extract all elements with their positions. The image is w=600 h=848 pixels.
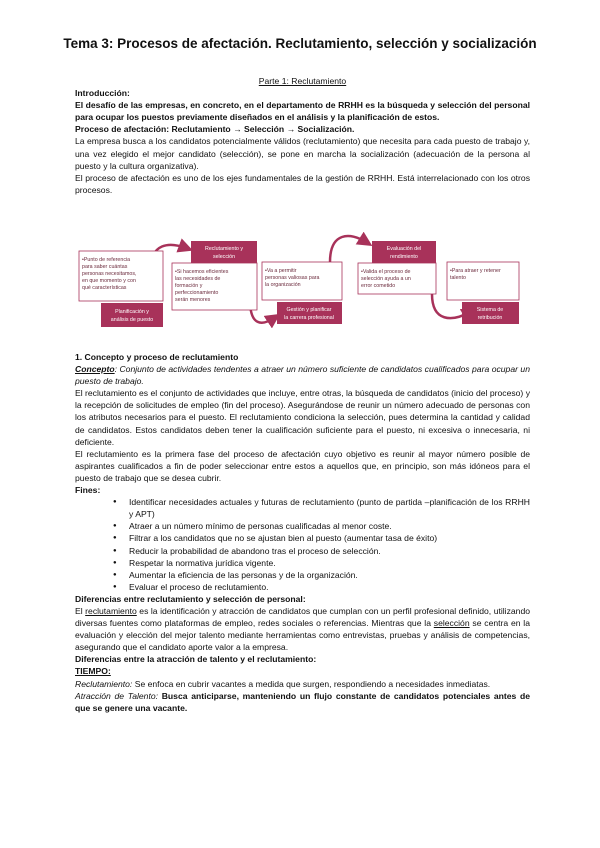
- box4-label-line: rendimiento: [390, 254, 418, 260]
- document-title: Tema 3: Procesos de afectación. Reclutamiento, selección y socialización: [63, 36, 537, 51]
- box3-text-line: la organización: [265, 282, 301, 288]
- section-1-paragraph-1: El reclutamiento es el conjunto de actividades que incluye, entre otras, la búsqueda de candidatos (inicio del proceso) y la recepción de solicitudes de empleo (fin del proceso). Asegurándose de reunir un número adecuado de personas con los atributos necesarios para el puesto. El reclutamiento condiciona la selección, pues determina la cantidad y calidad de candidatos. Estos candidatos deben tener la cualificación suficiente para el puesto, ni excesiva o innecesaria, ni deficiente.: [75, 388, 530, 447]
- rec-text: Se enfoca en cubrir vacantes a medida que surgen, respondiendo a necesidades inmediatas.: [132, 678, 491, 689]
- box4-text-line: error cometido: [361, 283, 396, 289]
- fines-list: [75, 496, 530, 593]
- diagram-box-evaluacion: [358, 241, 436, 294]
- section-1-heading: 1. Concepto y proceso de reclutamiento: [75, 352, 239, 362]
- concept-label: Concepto: [75, 364, 115, 375]
- diff-paragraph: [75, 605, 530, 653]
- part-1-heading: Parte 1: Reclutamiento: [258, 76, 347, 86]
- connector-arrow-3: [330, 236, 366, 262]
- diff-text-b: es la identificación y atracción de candidatos que cumplan con un perfil profesional definido, utilizando diversas fuentes como plataformas de empleo, redes sociales o referencias. Mientras que la: [75, 605, 531, 629]
- box1-text-line: •Punto de referencia: [82, 257, 131, 263]
- box1-text-line: en que momento y con: [82, 278, 136, 284]
- attr-heading: Diferencias entre la atracción de talento y el reclutamiento:: [75, 654, 317, 665]
- tiempo-heading: TIEMPO:: [75, 666, 111, 677]
- intro-paragraph-3: El proceso de afectación es uno de los ejes fundamentales de la gestión de RRHH. Está interrelacionado con los otros procesos.: [75, 172, 530, 195]
- box2-text-line: las necesidades de: [175, 276, 221, 282]
- diagram-box-reclutamiento: [172, 241, 257, 310]
- atr-text: Busca anticiparse, manteniendo un flujo constante de candidatos potenciales antes de que se genere una vacante.: [75, 690, 531, 713]
- box1-label-line: análisis de puesto: [110, 317, 154, 323]
- concept-text: : Conjunto de actividades tendentes a atraer un número suficiente de candidatos cualificados para ocupar un puesto de trabajo.: [75, 364, 530, 387]
- list-item: ● Respetar la normativa jurídica vigente.: [113, 557, 530, 569]
- list-item: ● Atraer a un número mínimo de personas cualificadas al menor coste.: [113, 520, 530, 532]
- diff-text-c: se centra en la evaluación y elección del mejor talento mediante herramientas como entrevistas, pruebas y análisis de competencias, asegurando que el candidato aporte valor a la empresa.: [75, 618, 530, 653]
- box3-text-line: •Va a permitir: [265, 268, 297, 274]
- box5-text-line: talento: [450, 275, 466, 281]
- box3-label-line: la carrera profesional: [284, 315, 334, 321]
- diff-text-a: El: [75, 605, 86, 616]
- box2-label-line: selección: [212, 254, 236, 260]
- box4-text-line: •Valida el proceso de: [361, 269, 411, 275]
- fines-heading: Fines:: [75, 485, 101, 496]
- box2-text-line: serán menores: [175, 297, 211, 303]
- box3-text-line: personas valiosas para: [265, 275, 320, 281]
- diff-seleccion: selección: [433, 618, 470, 629]
- box2-label-line: Reclutamiento y: [205, 246, 243, 252]
- list-item: ● Aumentar la eficiencia de las personas y de la organización.: [113, 569, 530, 581]
- concept-paragraph: [75, 363, 530, 387]
- box4-label-line: Evaluación del: [386, 246, 422, 252]
- reclutamiento-def: [75, 678, 530, 690]
- box5-label-line: retribución: [477, 315, 503, 321]
- rec-label: Reclutamiento:: [75, 678, 133, 689]
- box5-text-line: •Para atraer y retener: [450, 268, 501, 274]
- box3-label-line: Gestión y planificar: [286, 307, 332, 313]
- diagram-box-planificacion: [79, 251, 163, 327]
- atraccion-def: [75, 690, 530, 714]
- list-item: ● Reducir la probabilidad de abandono tras el proceso de selección.: [113, 545, 530, 557]
- atr-label: Atracción de Talento:: [75, 690, 159, 701]
- intro-paragraph-2: La empresa busca a los candidatos potencialmente válidos (reclutamiento) que necesita para cada puesto de trabajo y, una vez elegido el mejor candidato (selección), se pone en marcha la socialización (adecuación de la persona al puesto y la cultura organizativa).: [75, 136, 530, 171]
- box2-text-line: perfeccionamiento: [175, 290, 219, 296]
- process-line: Proceso de afectación: Reclutamiento → Selección → Socialización.: [75, 124, 355, 135]
- box2-text-line: formación y: [175, 283, 203, 289]
- box5-label-line: Sistema de: [476, 307, 504, 313]
- section-1-paragraph-2: El reclutamiento es la primera fase del proceso de afectación cuyo objetivo es reunir al mayor número posible de aspirantes cualificados a fin de poder seleccionar entre estos a aquellos que, en principio, son más idóneos para el puesto de trabajo que se desea cubrir.: [75, 448, 530, 483]
- diff-reclutamiento: reclutamiento: [85, 605, 137, 616]
- box1-text-line: personas necesitamos,: [82, 271, 137, 277]
- section-1: [75, 351, 530, 714]
- list-item: ● Filtrar a los candidatos que no se ajustan bien al puesto (aumentar tasa de éxito): [113, 532, 530, 544]
- box4-text-line: selección ayuda a un: [361, 276, 411, 282]
- diagram-box-carrera: [262, 262, 342, 324]
- intro-paragraph-1: El desafío de las empresas, en concreto, en el departamento de RRHH es la búsqueda y selección del personal para ocupar los puestos previamente diseñados en el análisis y la planificación de estos.: [75, 100, 530, 123]
- diagram-box-retribucion: [447, 262, 519, 324]
- list-item: ● Evaluar el proceso de reclutamiento.: [113, 581, 530, 593]
- box2-text-line: •Si hacemos eficientes: [175, 269, 229, 275]
- box1-text-line: qué características: [82, 285, 127, 291]
- box1-text-line: para saber cuántas: [82, 264, 128, 270]
- box1-label-line: Planificación y: [115, 309, 149, 315]
- list-item: ● Identificar necesidades actuales y futuras de reclutamiento (punto de partida –planificación de los RRHH y APT): [113, 496, 530, 520]
- diff-heading: Diferencias entre reclutamiento y selección de personal:: [75, 593, 306, 604]
- intro-heading: Introducción:: [75, 88, 130, 99]
